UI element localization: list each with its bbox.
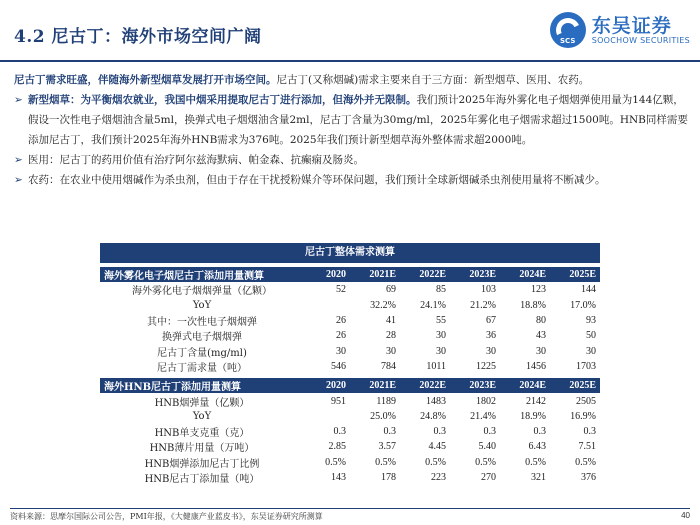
table-cell: 6.43 [528,441,546,453]
table-cell: 67 [486,315,496,327]
lead-rest: 尼古丁(又称烟碱)需求主要来自于三方面：新型烟草、医用、农药。 [276,74,590,86]
row-label: YoY [192,410,212,422]
table-cell: 5.40 [478,441,496,453]
table-cell: 784 [381,360,396,372]
bullet-arrow-icon: ➢ [14,154,23,166]
year-header-cell: 2020 [326,380,346,392]
table-cell: 0.5% [525,456,546,468]
logo-chinese-name: 东吴证券 [591,14,672,37]
table-cell: 52 [336,284,346,296]
bullet-medical [14,150,690,170]
table-row [100,282,600,297]
table-cell: 21.4% [470,410,496,422]
table-row [100,359,600,374]
table-cell: 30 [386,345,396,357]
table-row [100,424,600,439]
table-cell: 0.3 [383,426,396,438]
table-cell: 951 [331,395,346,407]
table-cell: 123 [531,284,546,296]
bullet-new-tobacco [14,90,690,150]
table-cell: 4.45 [428,441,446,453]
table-cell: 1483 [426,395,446,407]
table-cell: 178 [381,472,396,483]
bullet-pesticide [14,170,690,190]
row-label: 海外雾化电子烟烟弹量（亿颗） [132,286,272,298]
table-title: 尼古丁整体需求测算 [100,243,600,263]
table-cell: 1802 [476,395,496,407]
table-cell: 36 [486,330,496,342]
bullet-arrow-icon: ➢ [14,174,23,186]
bullet-arrow-icon: ➢ [14,94,23,106]
table-cell: 0.5% [575,456,596,468]
year-header-cell: 2024E [519,380,546,392]
table-row [100,455,600,470]
table-row [100,343,600,358]
logo-english-name: SOOCHOW SECURITIES [591,35,690,45]
row-label: 尼古丁含量(mg/ml) [157,347,247,359]
table-cell: 41 [386,315,396,327]
table-cell: 0.3 [333,426,346,438]
row-label: YoY [192,299,212,311]
table-cell: 546 [331,360,346,372]
table-cell: 30 [486,345,496,357]
table-cell: 85 [436,284,446,296]
year-header-cell: 2024E [519,269,546,281]
table-cell: 103 [481,284,496,296]
bullet-text: 我们预计2025年海外雾化电子烟烟弹使用量为144亿颗，假设一次性电子烟烟油含量5ml，换弹式电子烟烟油含量2ml，尼古丁含量为30mg/ml，2025年雾化电子烟需求超过1500吨。HNB同样需要添加尼古丁，我们预计2025年海外HNB需求为376吨。2025年我们预计新型烟草海外整体需求超2000吨。 [28,94,688,146]
table-row [100,313,600,328]
table-cell: 1703 [576,360,596,372]
table-cell: 0.5% [425,456,446,468]
table-cell: 26 [336,330,346,342]
section-header-label: 海外雾化电子烟尼古丁添加用量测算 [104,271,264,283]
table-cell: 18.9% [520,410,546,422]
year-header-cell: 2025E [569,269,596,281]
table-cell: 17.0% [570,299,596,311]
table-cell: 2142 [526,395,546,407]
table-cell: 16.9% [570,410,596,422]
row-label: HNB烟弹量（亿颗） [154,397,250,409]
year-header-cell: 2020 [326,269,346,281]
table-cell: 28 [386,330,396,342]
table-cell: 25.0% [370,410,396,422]
row-label: 换弹式电子烟烟弹 [162,332,242,344]
table-cell: 30 [436,345,446,357]
table-cell: 0.5% [325,456,346,468]
table-cell: 1456 [526,360,546,372]
lead-paragraph [14,70,690,90]
row-label: 其中：一次性电子烟烟弹 [147,317,257,329]
table-section-header [100,378,600,393]
bullet-text: 农药：在农业中使用烟碱作为杀虫剂，但由于存在干扰授粉媒介等环保问题，我们预计全球新烟碱杀虫剂使用量将不断减少。 [28,174,606,186]
row-label: HNB薄片用量（万吨） [149,443,255,455]
table-row [100,470,600,485]
table-cell: 270 [481,472,496,483]
table-cell: 223 [431,472,446,483]
year-header-cell: 2022E [419,380,446,392]
row-label: 尼古丁需求量（吨） [157,362,247,374]
table-cell: 3.57 [378,441,396,453]
body-text [14,70,690,190]
table-cell: 0.3 [533,426,546,438]
bullet-lead: 新型烟草：为平衡烟农就业，我国中烟采用提取尼古丁进行添加，但海外并无限制。 [28,94,417,106]
table-cell: 30 [536,345,546,357]
table-cell: 18.8% [520,299,546,311]
table-cell: 376 [581,472,596,483]
table-cell: 1225 [476,360,496,372]
table-row [100,328,600,343]
source-note: 资料来源：思摩尔国际公司公告，PMI年报，《大健康产业蓝皮书》，东吴证券研究所测算 [10,512,323,521]
row-label: HNB烟弹添加尼古丁比例 [144,458,260,470]
table-row [100,409,600,424]
table-cell: 0.5% [475,456,496,468]
table-cell: 0.3 [583,426,596,438]
table-cell: 69 [386,284,396,296]
table-row [100,298,600,313]
company-logo [550,12,690,48]
slide-title: 4.2 尼古丁：海外市场空间广阔 [14,27,262,47]
table-cell: 30 [436,330,446,342]
year-header-cell: 2022E [419,269,446,281]
table-cell: 43 [536,330,546,342]
table-section-header [100,267,600,282]
table-cell: 50 [586,330,596,342]
row-label: HNB单支克重（克） [154,428,250,440]
table-cell: 143 [331,472,346,483]
table-cell: 32.2% [370,299,396,311]
nicotine-demand-table [100,243,600,485]
year-header-cell: 2023E [469,380,496,392]
bullet-text: 医用：尼古丁的药用价值有治疗阿尔兹海默病、帕金森、抗癫痫及肠炎。 [28,154,364,166]
slide-header [0,0,700,64]
section-header-label: 海外HNB尼古丁添加用量测算 [104,382,242,394]
year-header-cell: 2021E [369,269,396,281]
table-cell: 55 [436,315,446,327]
table-cell: 26 [336,315,346,327]
table-cell: 30 [336,345,346,357]
page-number: 40 [681,511,690,520]
year-header-cell: 2025E [569,380,596,392]
lead-highlight: 尼古丁需求旺盛，伴随海外新型烟草发展打开市场空间。 [14,74,277,86]
year-header-cell: 2021E [369,380,396,392]
table-cell: 21.2% [470,299,496,311]
table-cell: 30 [586,345,596,357]
table-row [100,393,600,408]
table-cell: 0.3 [433,426,446,438]
table-cell: 321 [531,472,546,483]
table-cell: 7.51 [578,441,596,453]
table-cell: 0.3 [483,426,496,438]
header-divider [0,60,700,62]
footer [10,508,690,522]
table-cell: 93 [586,315,596,327]
table-row [100,439,600,454]
table-cell: 80 [536,315,546,327]
row-label: HNB尼古丁添加量（吨） [144,474,260,485]
table-cell: 0.5% [375,456,396,468]
year-header-cell: 2023E [469,269,496,281]
table-cell: 2.85 [328,441,346,453]
table-cell: 2505 [576,395,596,407]
table-cell: 1189 [376,395,396,407]
table-cell: 24.8% [420,410,446,422]
table-cell: 1011 [426,360,446,372]
logo-icon: SCS [550,12,586,48]
table-cell: 144 [581,284,596,296]
table-cell: 24.1% [420,299,446,311]
